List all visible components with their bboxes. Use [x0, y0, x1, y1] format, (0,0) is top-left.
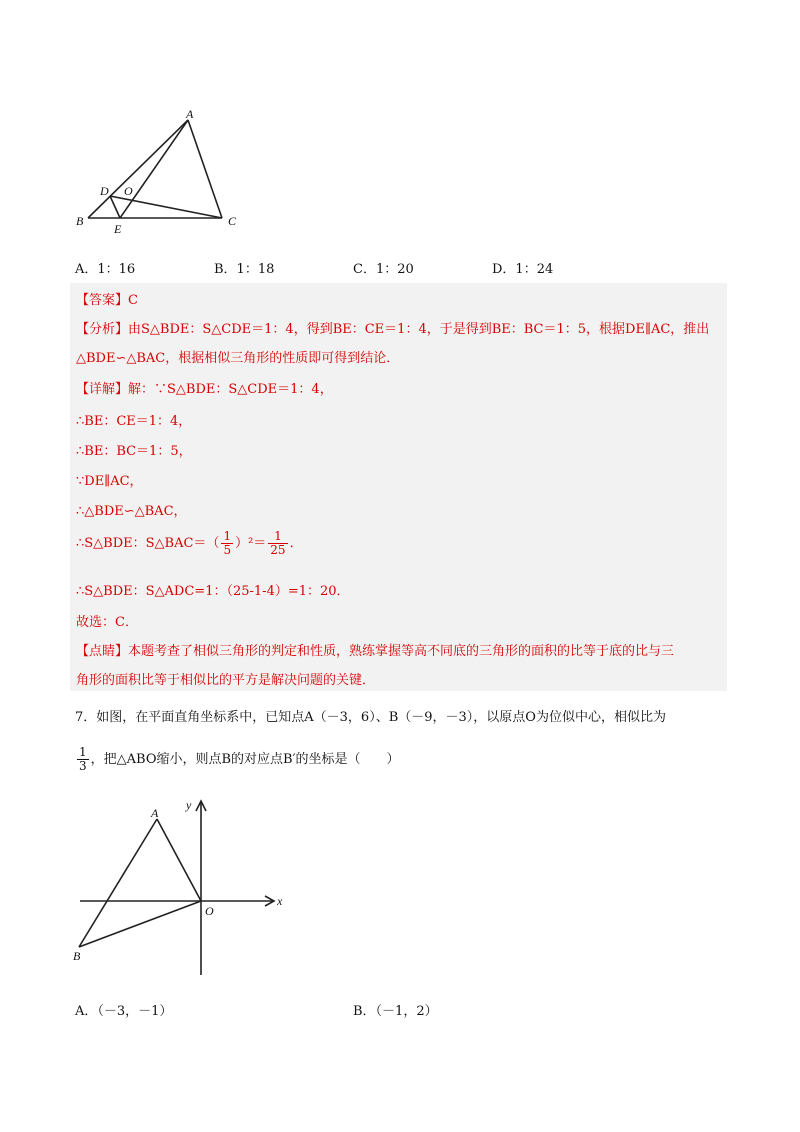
coordinate-figure [65, 795, 305, 980]
detail-line-3: ∴BE：BC＝1：5， [76, 444, 192, 459]
label-B: B [76, 214, 84, 228]
segment-AC [188, 120, 222, 218]
segment-DE [110, 196, 120, 218]
segment-AO [157, 819, 201, 901]
option-c: C．1：20 [353, 262, 414, 277]
option-a: A．1：16 [75, 262, 136, 277]
detail-line-5: ∴△BDE∽△BAC， [76, 504, 187, 519]
detail-line-8: 故选：C． [76, 615, 138, 630]
option-b: B．（－1，2） [353, 1004, 438, 1019]
detail-line-1: 【详解】解：∵S△BDE：S△CDE＝1：4， [76, 382, 333, 397]
answer-options-q6 [75, 258, 715, 278]
label-y: y [186, 798, 192, 812]
fraction-one-third: $\frac{1}{3}$ [79, 745, 87, 773]
label-A: A [151, 806, 159, 820]
label-O: O [124, 184, 133, 198]
question-7-line-2: $\frac{1}{3}$ ，把△ABO缩小，则点B的对应点B′的坐标是（ ） [79, 745, 400, 773]
detail-line-7: ∴S△BDE：S△ADC=1：（25-1-4）=1：20． [76, 584, 350, 599]
label-x: x [277, 894, 283, 908]
segment-AB [88, 120, 188, 218]
segment-AE [120, 120, 188, 218]
label-E: E [114, 222, 122, 236]
triangle-figure-1 [70, 105, 270, 240]
detail-line-4: ∵DE∥AC， [76, 474, 143, 489]
question-7-line-1: 7．如图，在平面直角坐标系中，已知点A（－3，6）、B（－9，－3），以原点O为位似中心，相似比为 [75, 710, 666, 725]
answer-options-q7 [75, 1000, 675, 1020]
label-D: D [100, 184, 109, 198]
option-b: B．1：18 [214, 262, 275, 277]
detail-line-2: ∴BE：CE＝1：4， [76, 414, 192, 429]
label-O: O [205, 904, 214, 918]
answer-line: 【答案】C [76, 293, 138, 308]
option-a: A．（－3，－1） [75, 1004, 173, 1019]
analysis-line-2: △BDE∽△BAC，根据相似三角形的性质即可得到结论． [76, 351, 400, 366]
label-A: A [186, 107, 194, 121]
option-d: D．1：24 [492, 262, 554, 277]
label-C: C [228, 214, 237, 228]
fraction-one-fifth: $\frac{1}{5}$ [223, 529, 232, 557]
label-B: B [73, 949, 81, 963]
comment-line-2: 角形的面积比等于相似比的平方是解决问题的关键． [76, 673, 376, 688]
segment-AB [79, 819, 157, 947]
solution-block [70, 283, 727, 691]
segment-BO [79, 901, 201, 947]
detail-line-6: ∴S△BDE：S△BAC＝（ $\frac{1}{5}$ ）²＝ $\frac{1}{25}$ ． [76, 529, 303, 557]
fraction-one-twentyfifth: $\frac{1}{25}$ [270, 529, 286, 557]
analysis-line-1: 【分析】由S△BDE：S△CDE＝1：4，得到BE：CE＝1：4，于是得到BE：BC＝1：5，根据DE∥AC，推出 [76, 322, 710, 337]
comment-line-1: 【点睛】本题考查了相似三角形的判定和性质，熟练掌握等高不同底的三角形的面积的比等于底的比与三 [76, 644, 675, 659]
